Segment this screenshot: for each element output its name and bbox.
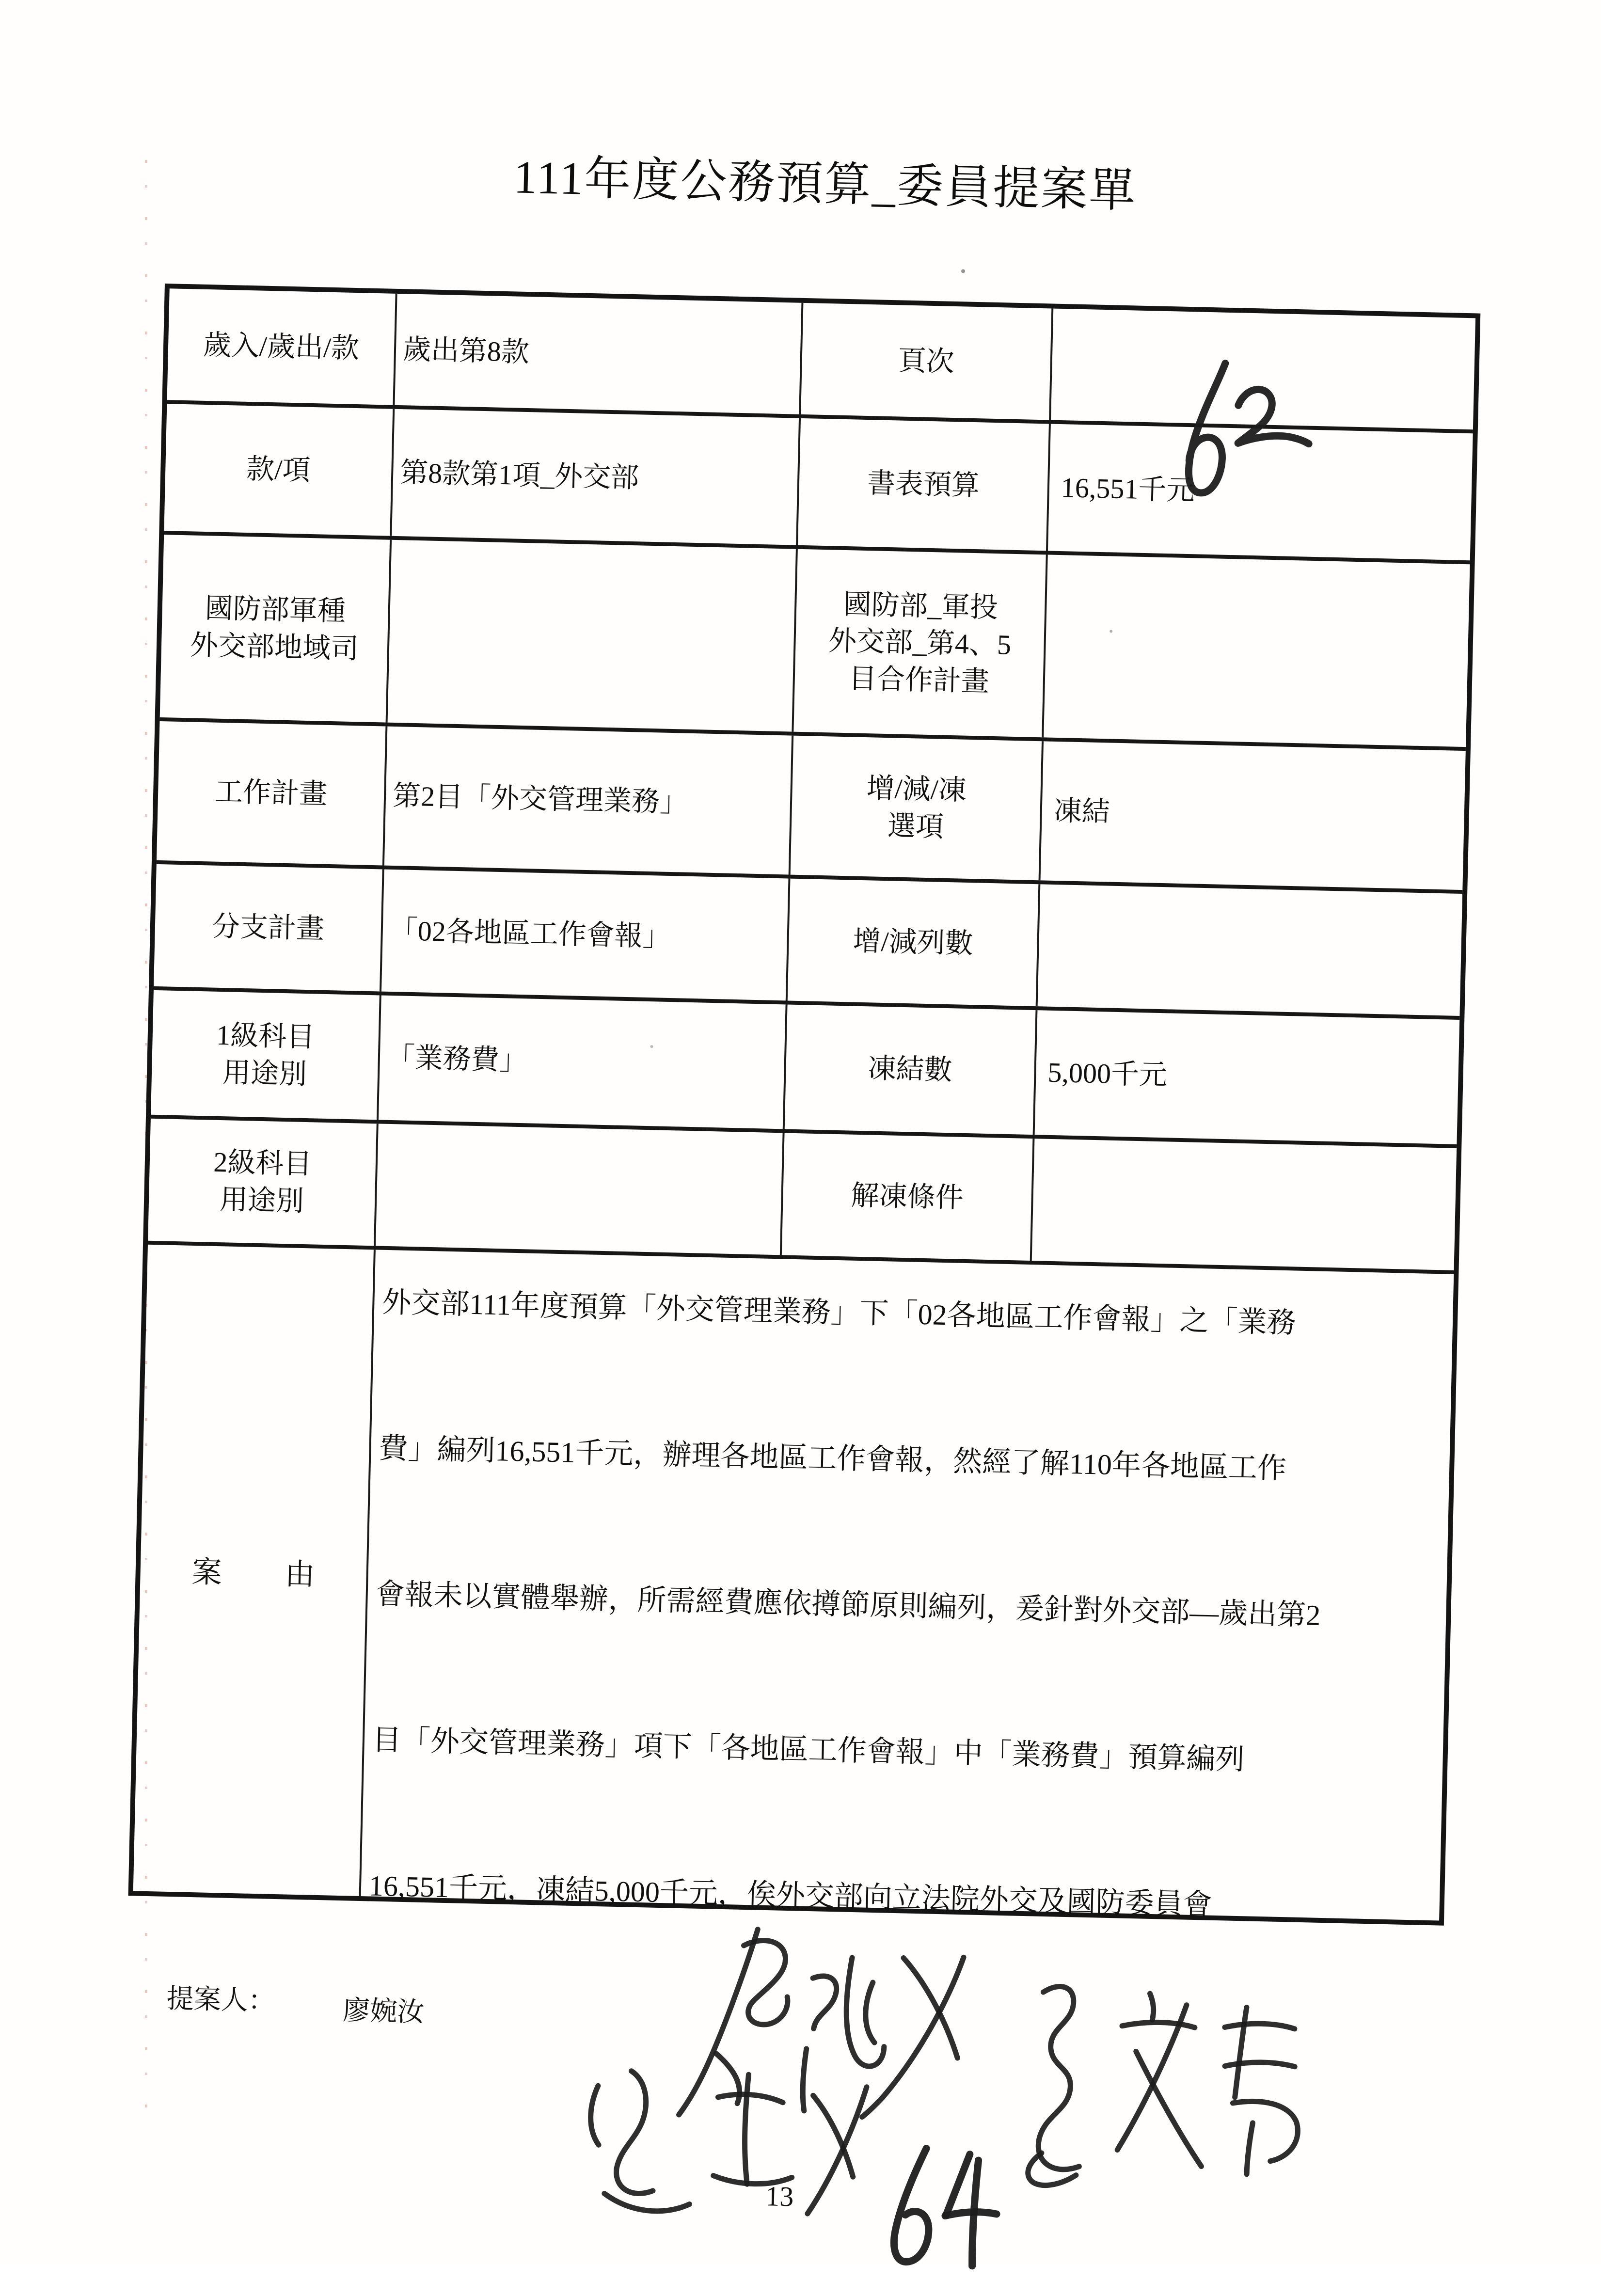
table-row [160, 535, 1470, 751]
mnd-investment-note-value [1044, 554, 1470, 747]
income-expense-category-value: 歲出第8款 [395, 294, 803, 414]
field-frozen-amount-label: 凍結數 [785, 1005, 1038, 1135]
page-number-printed: 13 [765, 2180, 794, 2213]
budget-proposal-table [128, 284, 1481, 1926]
field-unfreeze-condition-label: 解凍條件 [782, 1133, 1035, 1261]
case-reason-text [361, 1250, 1454, 1920]
case-reason-line: 目「外交管理業務」項下「各地區工作會報」中「業務費」預算編列 [372, 1723, 1245, 1775]
frozen-amount-value: 5,000千元 [1047, 1056, 1168, 1091]
case-reason-line: 外交部111年度預算「外交管理業務」下「02各地區工作會報」之「業務 [381, 1286, 1297, 1339]
field-adjust-amount-label: 增/減列數 [788, 879, 1041, 1007]
field-level2-subject-label: 2級科目 用途別 [148, 1119, 379, 1246]
adjust-amount-value [1038, 884, 1462, 1016]
proposer-label: 提案人： [166, 1984, 276, 2017]
adjust-option-value: 凍結 [1053, 795, 1110, 828]
field-kuan-xiang-label: 款/項 [164, 404, 395, 536]
case-reason-line: 16,551千元，凍結5,000千元，俟外交部向立法院外交及國防委員會 [368, 1869, 1213, 1921]
field-work-plan-label: 工作計畫 [157, 721, 387, 866]
signature-ma-wen-jun [1028, 1986, 1301, 2191]
work-plan-value: 第2目「外交管理業務」 [384, 727, 793, 875]
table-row [157, 721, 1466, 894]
case-reason-row [133, 1245, 1454, 1921]
field-adjust-option-label: 增/減/凍 選項 [791, 736, 1044, 881]
case-reason-line: 會報未以實體舉辦，所需經費應依撙節原則編列，爰針對外交部—歲出第2 [375, 1578, 1321, 1631]
mnd-service-branch-value [388, 540, 798, 732]
case-reason-line: 費」編列16,551千元，辦理各地區工作會報，然經了解110年各地區工作 [378, 1432, 1287, 1485]
proposer-name-printed: 廖婉汝 [342, 1995, 425, 2028]
book-budget-value: 16,551千元 [1061, 471, 1195, 507]
kuan-xiang-value: 第8款第1項_外交部 [392, 409, 801, 545]
field-book-budget-label: 書表預算 [798, 418, 1051, 551]
page-number-value-cell [1051, 309, 1475, 430]
branch-plan-value: 「02各地區工作會報」 [381, 870, 791, 1001]
field-branch-plan-label: 分支計畫 [154, 864, 384, 992]
field-income-expense-category-label: 歲入/歲出/款 [167, 288, 397, 405]
field-page-number-label: 頁次 [801, 303, 1053, 420]
level1-subject-value: 「業務費」 [379, 996, 788, 1129]
field-mnd-service-branch-label: 國防部軍種 外交部地域司 [160, 535, 392, 723]
page-title: 111年度公務預算_委員提案單 [513, 151, 1138, 217]
field-level1-subject-label: 1級科目 用途別 [151, 990, 381, 1120]
field-mnd-investment-note-label: 國防部_軍投 外交部_第4、5 目合作計畫 [793, 549, 1047, 738]
field-case-reason-label: 案 由 [133, 1245, 376, 1896]
